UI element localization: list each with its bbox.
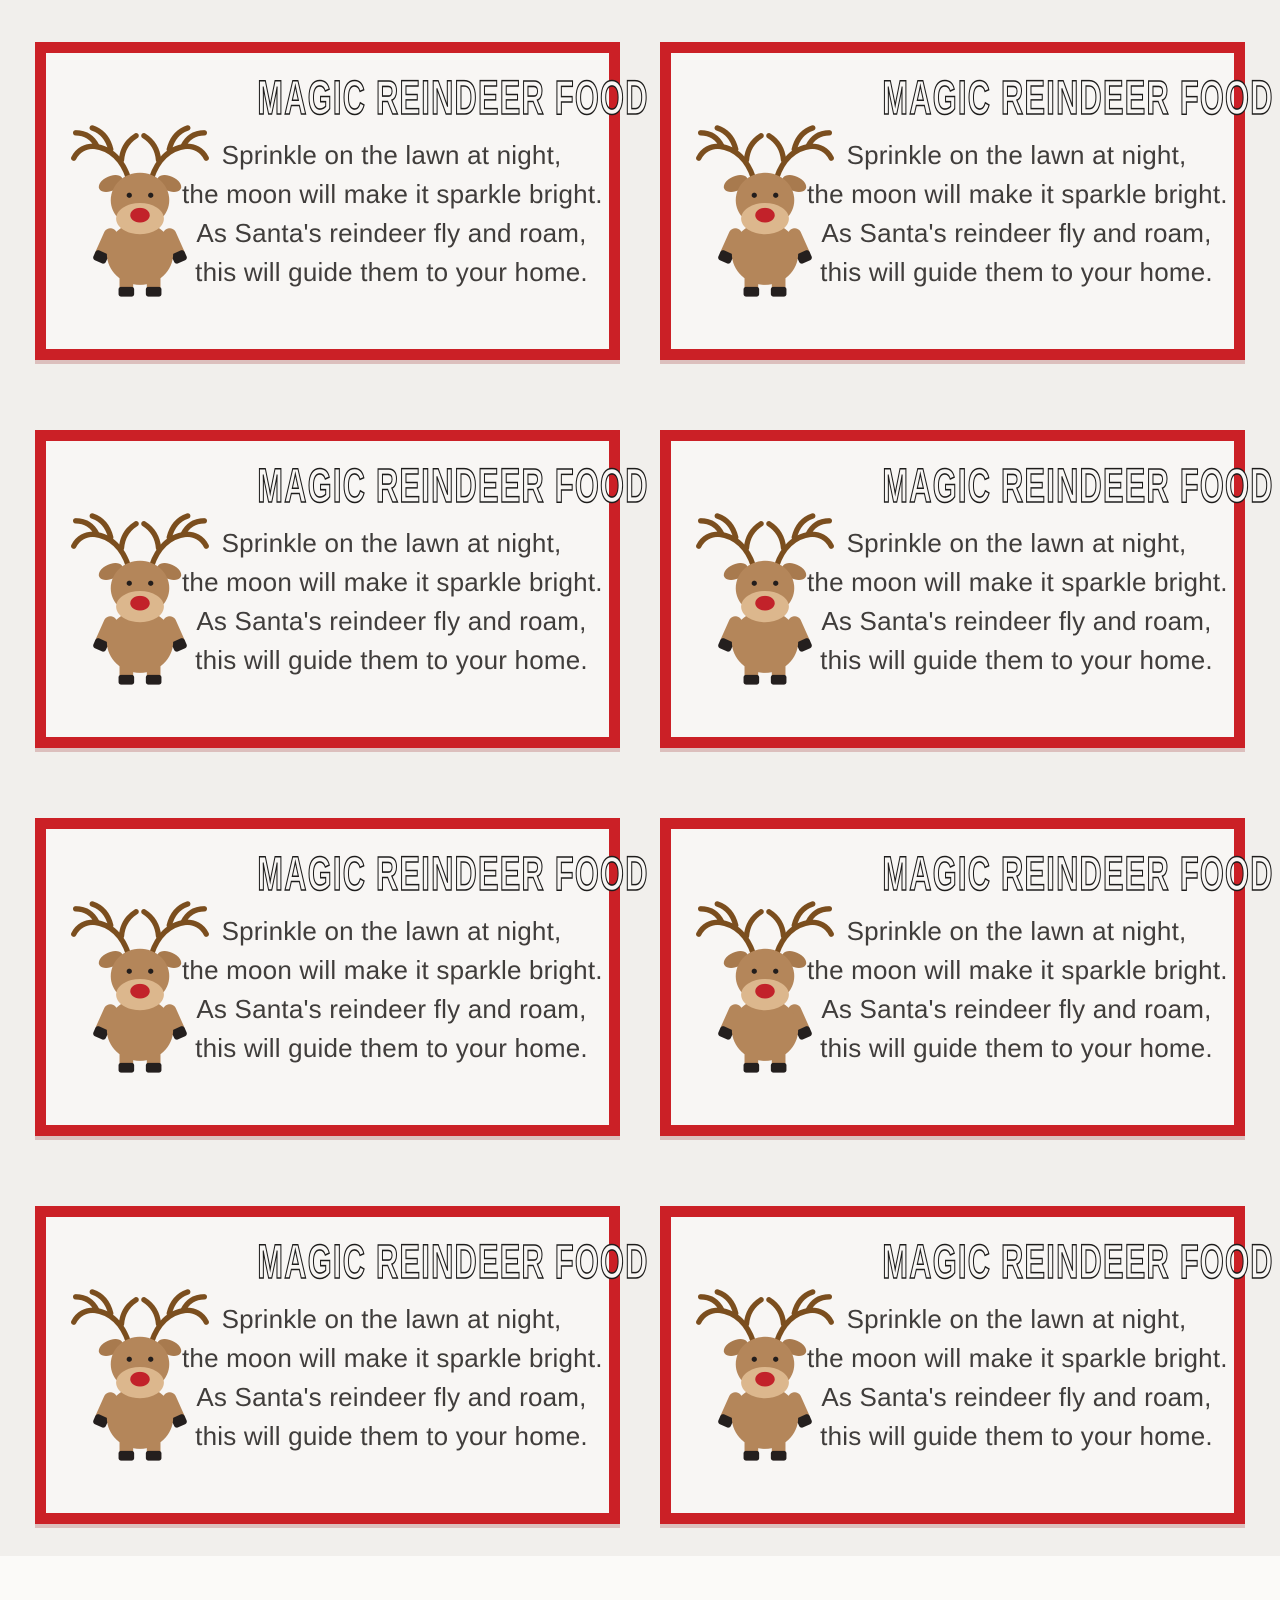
poem-line-4: this will guide them to your home. [820, 1421, 1213, 1451]
label-poem [807, 524, 1226, 680]
poem-line-3: As Santa's reindeer fly and roam, [821, 218, 1212, 248]
label-poem [182, 1300, 601, 1456]
poem-line-1: Sprinkle on the lawn at night, [846, 140, 1187, 170]
label-poem [807, 912, 1226, 1068]
poem-line-1: Sprinkle on the lawn at night, [221, 528, 562, 558]
poem-line-3: As Santa's reindeer fly and roam, [821, 1382, 1212, 1412]
poem-line-4: this will guide them to your home. [820, 1033, 1213, 1063]
label-card [660, 1206, 1274, 1524]
poem-line-2: the moon will make it sparkle bright. [807, 179, 1228, 209]
label-card [35, 42, 649, 360]
label-poem [182, 912, 601, 1068]
label-title: MAGIC REINDEER FOOD [882, 460, 1274, 513]
label-card [660, 42, 1274, 360]
label-title: MAGIC REINDEER FOOD [257, 1236, 649, 1289]
label-card [660, 430, 1274, 748]
poem-line-4: this will guide them to your home. [195, 645, 588, 675]
poem-line-3: As Santa's reindeer fly and roam, [821, 994, 1212, 1024]
poem-line-2: the moon will make it sparkle bright. [182, 1343, 603, 1373]
poem-line-4: this will guide them to your home. [195, 257, 588, 287]
label-poem [182, 524, 601, 680]
poem-line-1: Sprinkle on the lawn at night, [846, 916, 1187, 946]
poem-line-2: the moon will make it sparkle bright. [807, 955, 1228, 985]
poem-line-2: the moon will make it sparkle bright. [182, 179, 603, 209]
poem-line-1: Sprinkle on the lawn at night, [846, 528, 1187, 558]
label-title: MAGIC REINDEER FOOD [257, 72, 649, 125]
label-content [182, 847, 649, 1068]
label-card [35, 430, 649, 748]
poem-line-3: As Santa's reindeer fly and roam, [821, 606, 1212, 636]
label-title: MAGIC REINDEER FOOD [882, 1236, 1274, 1289]
label-card [35, 818, 649, 1136]
poem-line-1: Sprinkle on the lawn at night, [221, 1304, 562, 1334]
label-content [807, 459, 1274, 680]
label-title: MAGIC REINDEER FOOD [882, 72, 1274, 125]
label-card [35, 1206, 649, 1524]
label-title: MAGIC REINDEER FOOD [257, 460, 649, 513]
poem-line-3: As Santa's reindeer fly and roam, [196, 606, 587, 636]
label-title: MAGIC REINDEER FOOD [882, 848, 1274, 901]
poem-line-1: Sprinkle on the lawn at night, [221, 916, 562, 946]
label-card [660, 818, 1274, 1136]
poem-line-3: As Santa's reindeer fly and roam, [196, 994, 587, 1024]
poem-line-3: As Santa's reindeer fly and roam, [196, 1382, 587, 1412]
poem-line-1: Sprinkle on the lawn at night, [221, 140, 562, 170]
poem-line-1: Sprinkle on the lawn at night, [846, 1304, 1187, 1334]
label-content [807, 71, 1274, 292]
label-poem [807, 1300, 1226, 1456]
label-content [182, 71, 649, 292]
poem-line-4: this will guide them to your home. [820, 645, 1213, 675]
label-title: MAGIC REINDEER FOOD [257, 848, 649, 901]
label-content [182, 459, 649, 680]
label-poem [182, 136, 601, 292]
label-content [182, 1235, 649, 1456]
poem-line-4: this will guide them to your home. [820, 257, 1213, 287]
poem-line-3: As Santa's reindeer fly and roam, [196, 218, 587, 248]
poem-line-4: this will guide them to your home. [195, 1421, 588, 1451]
label-poem [807, 136, 1226, 292]
poem-line-2: the moon will make it sparkle bright. [182, 567, 603, 597]
label-content [807, 847, 1274, 1068]
poem-line-4: this will guide them to your home. [195, 1033, 588, 1063]
label-content [807, 1235, 1274, 1456]
poem-line-2: the moon will make it sparkle bright. [807, 567, 1228, 597]
poem-line-2: the moon will make it sparkle bright. [182, 955, 603, 985]
page-bottom-margin [0, 1556, 1280, 1600]
poem-line-2: the moon will make it sparkle bright. [807, 1343, 1228, 1373]
